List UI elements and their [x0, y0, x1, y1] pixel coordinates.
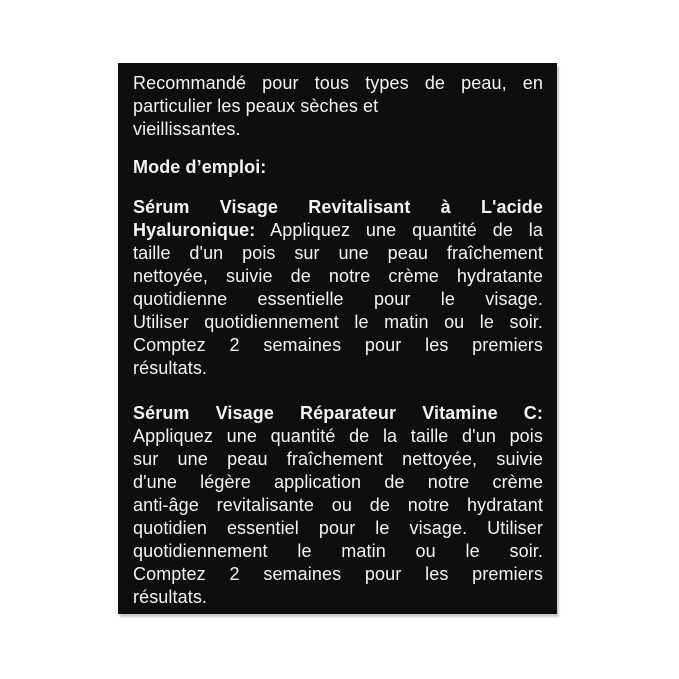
text-line: [133, 72, 543, 95]
paragraph-serum1: [133, 196, 543, 380]
text-line: [133, 265, 543, 288]
text-line: [133, 311, 543, 334]
text-line: [133, 219, 543, 242]
bold-text-segment: Mode d’emploi:: [133, 157, 267, 177]
text-segment: taille d'un pois sur une peau fraîchement: [133, 243, 543, 263]
text-segment: Appliquez une quantité de la taille d'un pois: [133, 426, 543, 446]
text-line: [133, 517, 543, 540]
bold-text-segment: Sérum Visage Revitalisant à L'acide: [133, 197, 543, 217]
paragraph-recommendation: [133, 72, 543, 141]
text-segment: sur une peau fraîchement nettoyée, suivie: [133, 449, 543, 469]
text-line: [133, 156, 543, 179]
text-line: [133, 95, 543, 118]
text-line: [133, 118, 543, 141]
bold-text-segment: Hyaluronique:: [133, 220, 256, 240]
text-segment: quotidiennement le matin ou le soir.: [133, 541, 543, 561]
text-line: [133, 288, 543, 311]
text-line: [133, 448, 543, 471]
text-segment: vieillissantes.: [133, 119, 241, 139]
text-line: [133, 196, 543, 219]
text-line: [133, 334, 543, 357]
product-label-panel: [118, 63, 557, 614]
text-line: [133, 357, 543, 380]
text-segment: quotidienne essentielle pour le visage.: [133, 289, 543, 309]
text-segment: Comptez 2 semaines pour les premiers: [133, 335, 543, 355]
text-segment: particulier les peaux sèches et: [133, 96, 379, 116]
text-segment: Comptez 2 semaines pour les premiers: [133, 564, 543, 584]
text-segment: Utiliser quotidiennement le matin ou le soir.: [133, 312, 543, 332]
text-line: [133, 471, 543, 494]
paragraph-serum2: [133, 402, 543, 609]
text-segment: quotidien essentiel pour le visage. Utiliser: [133, 518, 543, 538]
text-segment: Recommandé pour tous types de peau, en: [133, 73, 543, 93]
text-line: [133, 540, 543, 563]
text-segment: d'une légère application de notre crème: [133, 472, 543, 492]
text-segment: résultats.: [133, 358, 208, 378]
text-line: [133, 425, 543, 448]
text-segment: nettoyée, suivie de notre crème hydratante: [133, 266, 543, 286]
text-line: [133, 494, 543, 517]
label-text: [133, 72, 543, 609]
text-segment: résultats.: [133, 587, 208, 607]
text-line: [133, 242, 543, 265]
text-segment: anti-âge revitalisante ou de notre hydratant: [133, 495, 543, 515]
paragraph-mode: [133, 156, 543, 179]
text-line: [133, 563, 543, 586]
bold-text-segment: Sérum Visage Réparateur Vitamine C:: [133, 403, 543, 423]
text-segment: Appliquez une quantité de la: [255, 220, 543, 240]
text-line: [133, 402, 543, 425]
text-line: [133, 586, 543, 609]
